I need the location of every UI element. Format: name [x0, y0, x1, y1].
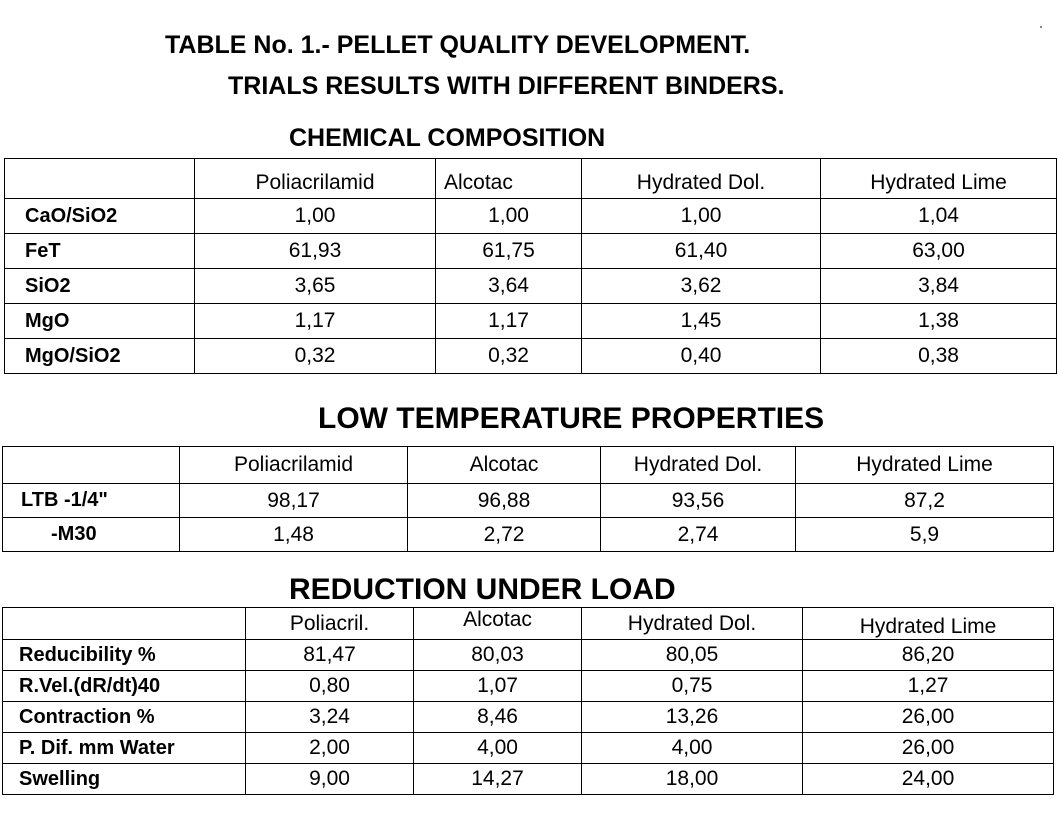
table-cell: 1,04: [821, 199, 1057, 234]
table-cell: 0,40: [582, 339, 821, 374]
table-cell: 24,00: [803, 764, 1054, 795]
table-cell: 0,32: [195, 339, 436, 374]
column-header: Hydrated Lime: [803, 608, 1054, 640]
table-cell: 80,05: [582, 640, 803, 671]
table-cell: 1,17: [195, 304, 436, 339]
document-title: TABLE No. 1.- PELLET QUALITY DEVELOPMENT.: [165, 31, 751, 59]
chemical-composition-table: [4, 158, 1057, 374]
table-cell: 4,00: [414, 733, 582, 764]
table-cell: 1,00: [195, 199, 436, 234]
table-cell: 0,80: [246, 671, 414, 702]
column-header: Hydrated Dol.: [582, 608, 803, 640]
row-label: Reducibility %: [3, 640, 246, 671]
table-cell: 1,07: [414, 671, 582, 702]
table-cell: 1,27: [803, 671, 1054, 702]
table-row: [3, 764, 1054, 795]
row-label: LTB -1/4": [3, 484, 180, 518]
table-cell: 81,47: [246, 640, 414, 671]
header-corner-cell: [5, 159, 195, 199]
table-row: [3, 518, 1054, 552]
table-row: [5, 234, 1057, 269]
table-cell: 0,75: [582, 671, 803, 702]
column-header: Alcotac: [436, 159, 582, 199]
table-cell: 1,00: [436, 199, 582, 234]
column-header: Alcotac: [408, 447, 601, 484]
table-cell: 5,9: [796, 518, 1054, 552]
column-header: Poliacrilamid: [195, 159, 436, 199]
table-cell: 3,65: [195, 269, 436, 304]
table-cell: 2,72: [408, 518, 601, 552]
table-cell: 14,27: [414, 764, 582, 795]
table-row: [3, 702, 1054, 733]
table-cell: 3,84: [821, 269, 1057, 304]
row-label: Swelling: [3, 764, 246, 795]
table-header-row: [5, 159, 1057, 199]
table-row: [3, 671, 1054, 702]
row-label: P. Dif. mm Water: [3, 733, 246, 764]
table-cell: 63,00: [821, 234, 1057, 269]
table-cell: 80,03: [414, 640, 582, 671]
table-cell: 4,00: [582, 733, 803, 764]
column-header: Poliacrilamid: [180, 447, 408, 484]
table-cell: 1,00: [582, 199, 821, 234]
table-cell: 8,46: [414, 702, 582, 733]
table-cell: 0,32: [436, 339, 582, 374]
low-temperature-title: LOW TEMPERATURE PROPERTIES: [318, 402, 825, 435]
table-cell: 2,74: [601, 518, 796, 552]
stray-dot: [1040, 26, 1042, 28]
table-cell: 18,00: [582, 764, 803, 795]
table-cell: 1,48: [180, 518, 408, 552]
table-cell: 1,17: [436, 304, 582, 339]
table-cell: 26,00: [803, 733, 1054, 764]
table-cell: 1,45: [582, 304, 821, 339]
table-cell: 26,00: [803, 702, 1054, 733]
table-row: [3, 484, 1054, 518]
column-header: Hydrated Dol.: [582, 159, 821, 199]
table-cell: 61,93: [195, 234, 436, 269]
row-label: MgO: [5, 304, 195, 339]
header-corner-cell: [3, 447, 180, 484]
table-cell: 86,20: [803, 640, 1054, 671]
row-label: CaO/SiO2: [5, 199, 195, 234]
reduction-under-load-title: REDUCTION UNDER LOAD: [289, 573, 676, 606]
table-cell: 1,38: [821, 304, 1057, 339]
table-row: [5, 304, 1057, 339]
row-label: Contraction %: [3, 702, 246, 733]
table-cell: 96,88: [408, 484, 601, 518]
row-label: SiO2: [5, 269, 195, 304]
column-header: Poliacril.: [246, 608, 414, 640]
table-row: [5, 339, 1057, 374]
table-cell: 0,38: [821, 339, 1057, 374]
column-header: Hydrated Dol.: [601, 447, 796, 484]
table-cell: 87,2: [796, 484, 1054, 518]
column-header: Hydrated Lime: [821, 159, 1057, 199]
table-cell: 3,24: [246, 702, 414, 733]
table-cell: 9,00: [246, 764, 414, 795]
table-row: [3, 733, 1054, 764]
row-label: -M30: [3, 518, 180, 552]
row-label: FeT: [5, 234, 195, 269]
document-subtitle: TRIALS RESULTS WITH DIFFERENT BINDERS.: [228, 72, 785, 100]
table-header-row: [3, 608, 1054, 640]
table-cell: 2,00: [246, 733, 414, 764]
table-cell: 3,64: [436, 269, 582, 304]
chemical-composition-title: CHEMICAL COMPOSITION: [289, 124, 606, 152]
table-cell: 98,17: [180, 484, 408, 518]
table-row: [5, 269, 1057, 304]
table-row: [3, 640, 1054, 671]
reduction-under-load-table: [2, 607, 1054, 795]
column-header: Hydrated Lime: [796, 447, 1054, 484]
table-row: [5, 199, 1057, 234]
table-cell: 93,56: [601, 484, 796, 518]
table-cell: 13,26: [582, 702, 803, 733]
table-header-row: [3, 447, 1054, 484]
row-label: MgO/SiO2: [5, 339, 195, 374]
table-cell: 61,75: [436, 234, 582, 269]
low-temperature-table: [2, 446, 1054, 552]
table-cell: 3,62: [582, 269, 821, 304]
row-label: R.Vel.(dR/dt)40: [3, 671, 246, 702]
column-header: Alcotac: [414, 608, 582, 640]
table-cell: 61,40: [582, 234, 821, 269]
header-corner-cell: [3, 608, 246, 640]
